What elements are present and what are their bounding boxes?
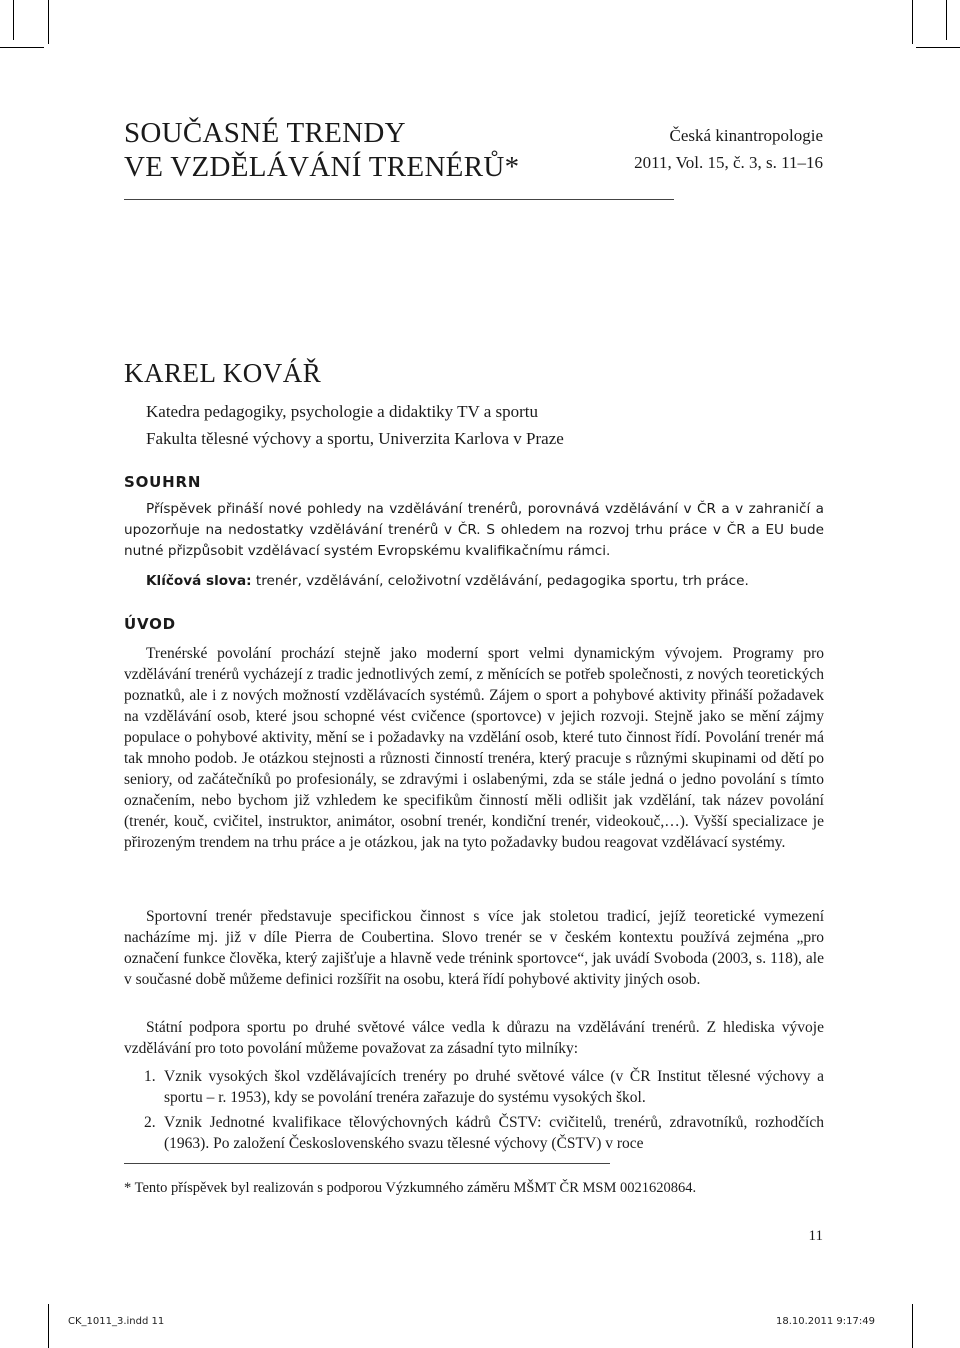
header-rule [124, 199, 674, 200]
crop-mark [48, 0, 49, 44]
list-item-number: 1. [144, 1068, 156, 1085]
crop-mark [912, 1304, 913, 1348]
crop-mark [916, 47, 960, 48]
footnote: * Tento příspěvek byl realizován s podporou Výzkumného záměru MŠMT ČR MSM 0021620864. [124, 1180, 697, 1196]
intro-body [124, 643, 824, 853]
author-name: KAREL KOVÁŘ [124, 358, 322, 388]
intro-paragraph-3: Státní podpora sportu po druhé světové válce vedla k důrazu na vzdělávání trenérů. Z hlediska vývoje vzdělávání pro toto povolání můžeme považovat za zásadní tyto milníky: [124, 1019, 824, 1057]
summary-paragraph: Příspěvek přináší nové pohledy na vzdělávání trenérů, porovnává vzdělávání v ČR a v zahraničí a upozorňuje na nedostatky vzdělávání trenérů v ČR. S ohledem na rozvoj trhu práce v ČR a EU bude nutné přizpůsobit vzdělávací systém Evropskému kvalifikačnímu rámci. [124, 501, 824, 559]
intro-body-2 [124, 906, 824, 990]
keywords-label: Klíčová slova: [146, 573, 252, 589]
article-title [124, 116, 519, 184]
crop-mark [946, 0, 947, 40]
page-number: 11 [808, 1228, 823, 1244]
journal-info [634, 122, 823, 176]
affiliation-department: Katedra pedagogiky, psychologie a didaktiky TV a sportu [146, 402, 539, 421]
crop-mark [0, 47, 44, 48]
list-item-text: Vznik Jednotné kvalifikace tělovýchovných kádrů ČSTV: cvičitelů, trenérů, zdravotníků, rozhodčích (1963). Po založení Československého svazu tělesné výchovy (ČSTV) v roce [164, 1114, 824, 1152]
summary-text [124, 499, 824, 562]
intro-heading: ÚVOD [124, 615, 176, 633]
footnote-rule [124, 1163, 610, 1164]
keywords [124, 571, 824, 592]
intro-body-3 [124, 1017, 824, 1059]
crop-mark [912, 0, 913, 44]
list-item [144, 1066, 824, 1108]
intro-paragraph-1: Trenérské povolání prochází stejně jako moderní sport velmi dynamickým vývojem. Programy pro vzdělávání trenérů vycházejí z tradic jednotlivých zemí, z měnících se potřeb společnosti, z nových teoretických poznatků, ale i z nových možností vzdělávacích systémů. Zájem o sport a pohybové aktivity přináší požadavek na vzdělávání osob, které jsou schopné vést cvičence (sportovce) v jejich rozvoji. Stejně jako se mění zájmy populace o pohybové aktivity, mění se i požadavky na vzdělání osob, které tuto činnost řídí. Povolání trenér má tak mnoho podob. Je otázkou stejnosti a různosti činností trenéra, který pracuje s různými skupinami od dětí po seniory, od začátečníků po profesionály, se zdravými i oslabenými, zda se stále jedná o jedno povolání s tímto označením, nebo bychom již vzhledem ke specifikům činností měli odlišit jak vzdělání, tak název povolání (trenér, kouč, cvičitel, instruktor, animátor, osobní trenér, kondiční trenér, videokouč,…). Vyšší specializace je přirozeným trendem na trhu práce a je otázkou, jak na tyto požadavky budou reagovat vzdělávací systémy. [124, 645, 824, 851]
intro-paragraph-2: Sportovní trenér představuje specifickou činnost s více jak stoletou tradicí, jejíž teoretické vymezení nacházíme mj. již v díle Pierra de Coubertina. Slovo trenér se v českém kontextu používá zejména „pro označení funkce člověka, který zajišťuje a hlavně vede trénink sportovce“, jak uvádí Svoboda (2003, s. 118), ale v současné době můžeme definici rozšířit na osobu, která řídí pohybové aktivity jiných osob. [124, 908, 824, 988]
summary-heading: SOUHRN [124, 473, 202, 491]
keywords-list: trenér, vzdělávání, celoživotní vzdělávání, pedagogika sportu, trh práce. [251, 573, 749, 589]
slug-date: 18.10.2011 9:17:49 [776, 1316, 875, 1327]
title-line-1: SOUČASNÉ TRENDY [124, 117, 406, 149]
list-item [144, 1112, 824, 1154]
crop-mark [48, 1304, 49, 1348]
journal-name: Česká kinantropologie [669, 126, 823, 145]
list-item-text: Vznik vysokých škol vzdělávajících trenéry po druhé světové válce (v ČR Institut tělesné výchovy a sportu – r. 1953), kdy se povolání trenéra zařazuje do systému vysokých škol. [164, 1068, 824, 1106]
list-item-number: 2. [144, 1114, 156, 1131]
journal-issue: 2011, Vol. 15, č. 3, s. 11–16 [634, 153, 823, 172]
milestone-list [144, 1066, 824, 1154]
crop-mark [13, 0, 14, 40]
affiliation-faculty: Fakulta tělesné výchovy a sportu, Univerzita Karlova v Praze [146, 429, 564, 448]
title-line-2: VE VZDĚLÁVÁNÍ TRENÉRŮ* [124, 151, 520, 183]
slug-file: CK_1011_3.indd 11 [68, 1316, 165, 1327]
